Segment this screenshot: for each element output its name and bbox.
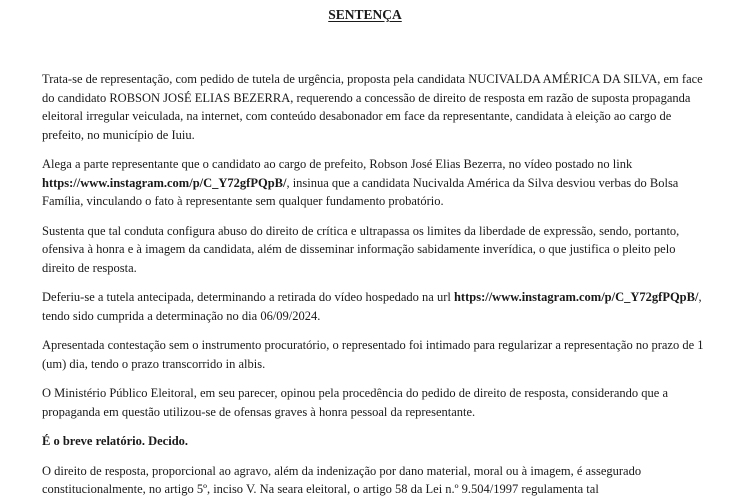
document-body	[0, 70, 710, 499]
report-decision-line: É o breve relatório. Decido.	[42, 434, 189, 448]
paragraph-abuse-claim: Sustenta que tal conduta configura abuso do direito de crítica e ultrapassa os limites da liberdade de expressão, sendo, portanto, ofensiva à honra e à imagem da candidata, além de disseminar informação sabidamente inverídica, o que justifica o pleito pelo direito de resposta.	[42, 223, 680, 275]
paragraph-allegation	[42, 155, 710, 211]
paragraph-injunction-pre: Deferiu-se a tutela antecipada, determinando a retirada do vídeo hospedado na url	[42, 290, 454, 304]
paragraph-case-summary: Trata-se de representação, com pedido de tutela de urgência, proposta pela candidata NUCIVALDA AMÉRICA DA SILVA, em face do candidato ROBSON JOSÉ ELIAS BEZERRA, requerendo a concessão de direito de resposta em razão de suposta propaganda eleitoral irregular veiculada, na internet, com conteúdo desabonador em face da representante, candidata à eleição ao cargo de prefeito, no município de Iuiu.	[42, 72, 703, 142]
paragraph-injunction-post: , tendo sido cumprida a determinação no dia 06/09/2024.	[42, 290, 702, 323]
document-title-text: SENTENÇA	[328, 7, 402, 22]
paragraph-right-of-reply: O direito de resposta, proporcional ao agravo, além da indenização por dano material, moral ou à imagem, é assegurado constitucionalmente, no artigo 5º, inciso V. Na seara eleitoral, o artigo 58 da Lei n.º 9.504/1997 regulamenta tal	[42, 463, 642, 496]
instagram-url-second: https://www.instagram.com/p/C_Y72gfPQpB/	[453, 290, 699, 304]
paragraph-allegation-post: , insinua que a candidata Nucivalda América da Silva desviou verbas do Bolsa Família, vinculando o fato à representante sem qualquer fundamento probatório.	[42, 175, 679, 208]
instagram-url: https://www.instagram.com/p/C_Y72gfPQpB/	[42, 175, 287, 190]
paragraph-prosecutor-opinion: O Ministério Público Eleitoral, em seu parecer, opinou pela procedência do pedido de direito de resposta, considerando que a propaganda em questão utilizou-se de ofensas graves à honra pessoal da representante.	[42, 386, 669, 419]
paragraph-injunction	[42, 288, 710, 325]
paragraph-contestation: Apresentada contestação sem o instrumento procuratório, o representado foi intimado para regularizar a representação no prazo de 1 (um) dia, tendo o prazo transcorrido in albis.	[42, 338, 704, 371]
document-title	[0, 6, 730, 24]
paragraph-allegation-pre: Alega a parte representante que o candidato ao cargo de prefeito, Robson José Elias Bezerra, no vídeo postado no link	[42, 157, 633, 171]
